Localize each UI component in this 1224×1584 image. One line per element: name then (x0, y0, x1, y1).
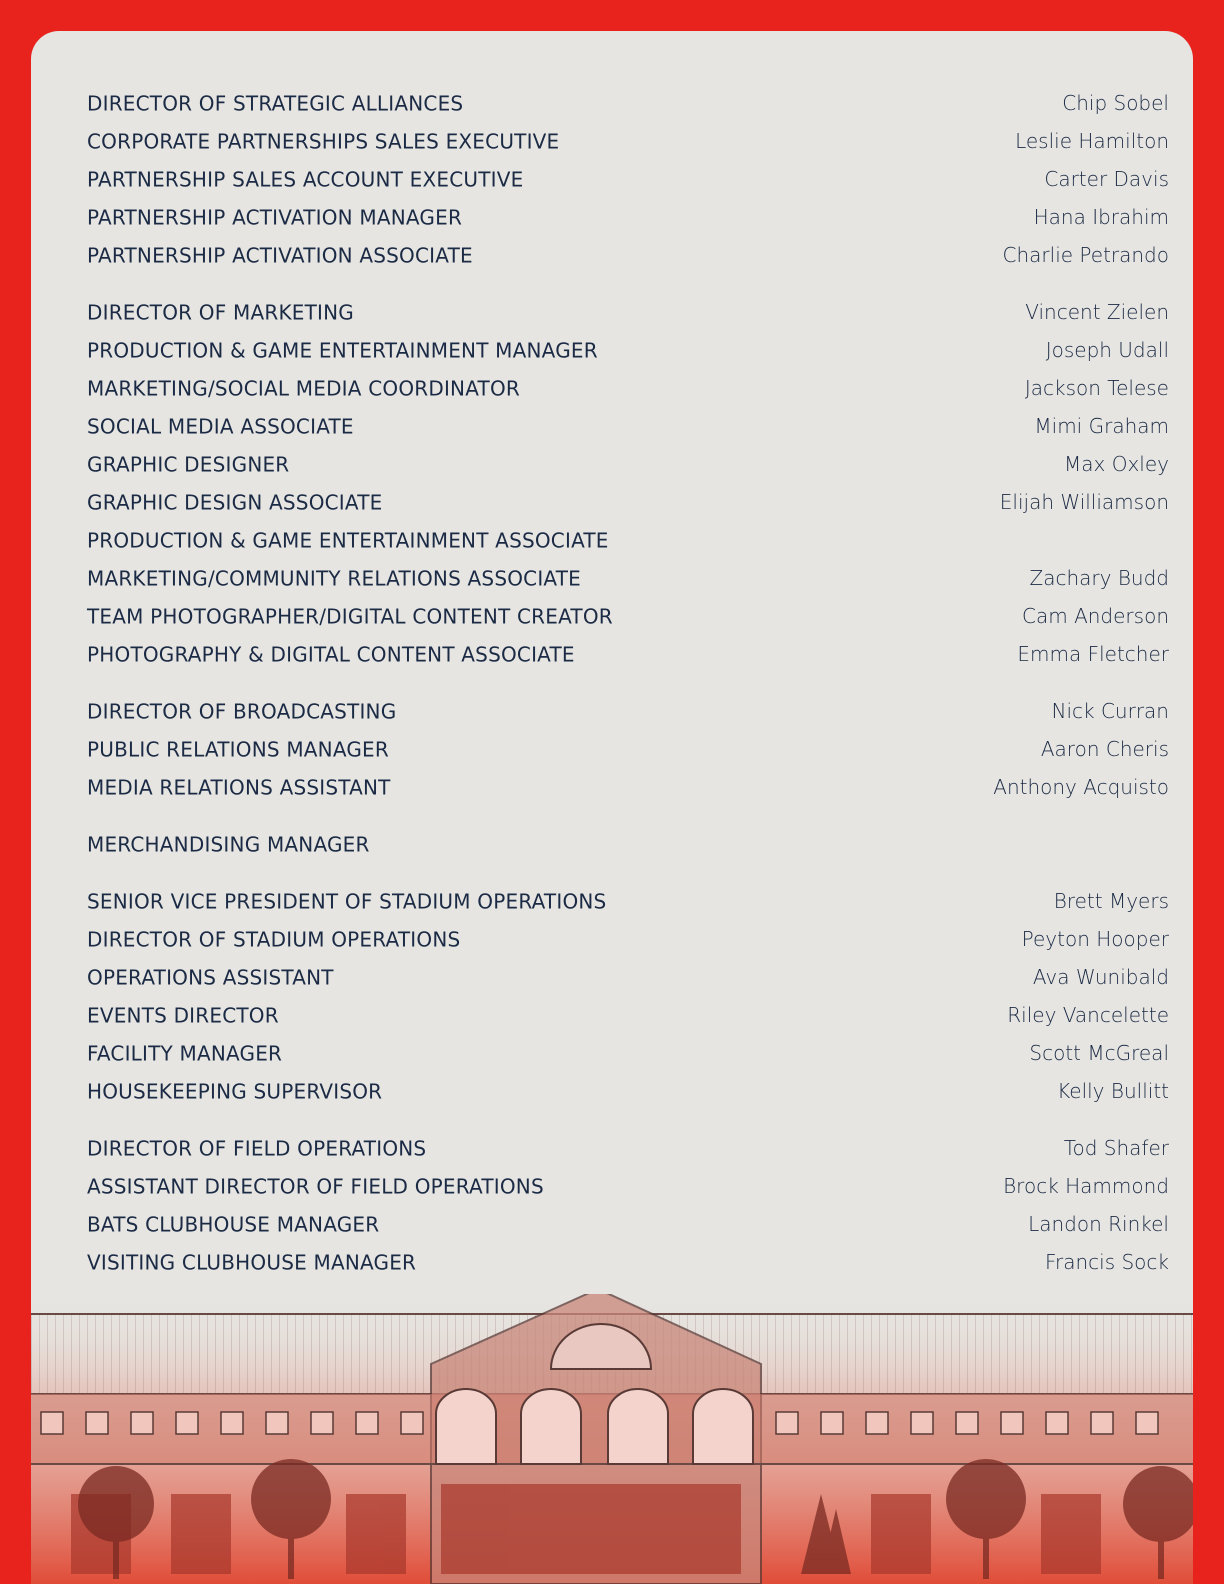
staff-row (87, 920, 1169, 958)
staff-name: Kelly Bullitt (1057, 1079, 1169, 1103)
job-title: PHOTOGRAPHY & DIGITAL CONTENT ASSOCIATE (87, 641, 575, 667)
group-partnerships (87, 84, 1169, 274)
job-title: DIRECTOR OF STADIUM OPERATIONS (87, 926, 461, 952)
job-title: MERCHANDISING MANAGER (87, 831, 370, 857)
staff-row (87, 293, 1169, 331)
staff-directory-card (31, 31, 1193, 1584)
job-title: DIRECTOR OF FIELD OPERATIONS (87, 1135, 427, 1161)
staff-name: Aaron Cheris (1040, 737, 1169, 761)
staff-name: Elijah Williamson (999, 490, 1169, 514)
staff-name: Max Oxley (1064, 452, 1169, 476)
job-title: BATS CLUBHOUSE MANAGER (87, 1211, 380, 1237)
staff-name: Charlie Petrando (1002, 243, 1169, 267)
job-title: OPERATIONS ASSISTANT (87, 964, 334, 990)
staff-name: Scott McGreal (1029, 1041, 1169, 1065)
staff-row (87, 236, 1169, 274)
staff-row (87, 331, 1169, 369)
group-broadcasting (87, 692, 1169, 806)
job-title: MARKETING/COMMUNITY RELATIONS ASSOCIATE (87, 565, 582, 591)
staff-name: Brett Myers (1053, 889, 1169, 913)
staff-name: Nick Curran (1051, 699, 1169, 723)
staff-row (87, 1072, 1169, 1110)
staff-name: Tod Shafer (1063, 1136, 1169, 1160)
staff-row (87, 768, 1169, 806)
staff-name: Joseph Udall (1045, 338, 1169, 362)
staff-row (87, 1243, 1169, 1281)
staff-name: Mimi Graham (1034, 414, 1169, 438)
staff-row (87, 160, 1169, 198)
job-title: TEAM PHOTOGRAPHER/DIGITAL CONTENT CREATOR (87, 603, 613, 629)
group-stadium-operations (87, 882, 1169, 1110)
job-title: PARTNERSHIP ACTIVATION ASSOCIATE (87, 242, 473, 268)
job-title: MARKETING/SOCIAL MEDIA COORDINATOR (87, 375, 521, 401)
job-title: FACILITY MANAGER (87, 1040, 283, 1066)
staff-name: Cam Anderson (1022, 604, 1169, 628)
staff-row (87, 407, 1169, 445)
staff-name: Anthony Acquisto (993, 775, 1169, 799)
job-title: PUBLIC RELATIONS MANAGER (87, 736, 389, 762)
job-title: DIRECTOR OF BROADCASTING (87, 698, 397, 724)
job-title: HOUSEKEEPING SUPERVISOR (87, 1078, 383, 1104)
staff-row (87, 958, 1169, 996)
job-title: ASSISTANT DIRECTOR OF FIELD OPERATIONS (87, 1173, 544, 1199)
staff-row (87, 692, 1169, 730)
staff-row (87, 521, 1169, 559)
job-title: PARTNERSHIP ACTIVATION MANAGER (87, 204, 463, 230)
staff-name: Zachary Budd (1029, 566, 1169, 590)
staff-name: Peyton Hooper (1021, 927, 1169, 951)
staff-row (87, 122, 1169, 160)
job-title: PRODUCTION & GAME ENTERTAINMENT ASSOCIATE (87, 527, 609, 553)
staff-row (87, 882, 1169, 920)
staff-name: Carter Davis (1044, 167, 1169, 191)
staff-row (87, 84, 1169, 122)
group-merchandising (87, 825, 1169, 863)
group-marketing (87, 293, 1169, 673)
staff-name: Hana Ibrahim (1033, 205, 1169, 229)
staff-row (87, 1167, 1169, 1205)
job-title: CORPORATE PARTNERSHIPS SALES EXECUTIVE (87, 128, 560, 154)
job-title: PARTNERSHIP SALES ACCOUNT EXECUTIVE (87, 166, 524, 192)
staff-row (87, 559, 1169, 597)
job-title: DIRECTOR OF MARKETING (87, 299, 354, 325)
staff-row (87, 369, 1169, 407)
job-title: GRAPHIC DESIGN ASSOCIATE (87, 489, 383, 515)
job-title: DIRECTOR OF STRATEGIC ALLIANCES (87, 90, 464, 116)
staff-row (87, 730, 1169, 768)
staff-row (87, 198, 1169, 236)
staff-name: Landon Rinkel (1028, 1212, 1169, 1236)
staff-row (87, 445, 1169, 483)
staff-name: Riley Vancelette (1007, 1003, 1169, 1027)
staff-name: Francis Sock (1044, 1250, 1169, 1274)
staff-row (87, 635, 1169, 673)
group-field-operations (87, 1129, 1169, 1281)
job-title: SENIOR VICE PRESIDENT OF STADIUM OPERATIONS (87, 888, 607, 914)
staff-row (87, 483, 1169, 521)
staff-name: Emma Fletcher (1017, 642, 1169, 666)
job-title: SOCIAL MEDIA ASSOCIATE (87, 413, 354, 439)
staff-name: Vincent Zielen (1025, 300, 1169, 324)
job-title: VISITING CLUBHOUSE MANAGER (87, 1249, 417, 1275)
job-title: GRAPHIC DESIGNER (87, 451, 290, 477)
staff-row (87, 1205, 1169, 1243)
staff-row (87, 825, 1169, 863)
staff-row (87, 597, 1169, 635)
staff-name: Jackson Telese (1024, 376, 1169, 400)
staff-name: Ava Wunibald (1032, 965, 1169, 989)
staff-name: Brock Hammond (1003, 1174, 1169, 1198)
staff-row (87, 996, 1169, 1034)
stadium-illustration (31, 1294, 1193, 1584)
job-title: EVENTS DIRECTOR (87, 1002, 279, 1028)
job-title: PRODUCTION & GAME ENTERTAINMENT MANAGER (87, 337, 598, 363)
staff-row (87, 1129, 1169, 1167)
job-title: MEDIA RELATIONS ASSISTANT (87, 774, 391, 800)
staff-name: Chip Sobel (1062, 91, 1169, 115)
staff-list (87, 84, 1169, 1300)
staff-row (87, 1034, 1169, 1072)
staff-name: Leslie Hamilton (1015, 129, 1169, 153)
